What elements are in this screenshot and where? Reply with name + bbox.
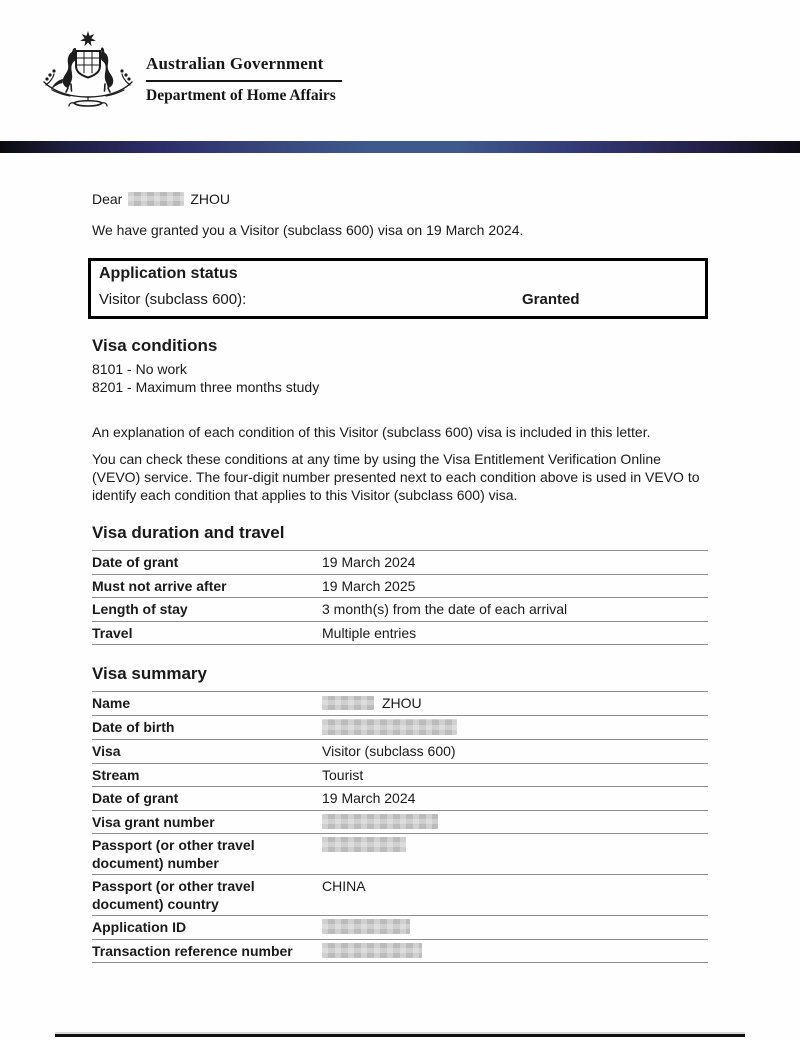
table-row [92, 551, 708, 575]
footer-divider [55, 1034, 745, 1037]
row-value [322, 834, 708, 875]
row-value: Visitor (subclass 600) [322, 743, 456, 759]
condition-8101: 8101 - No work [92, 361, 187, 377]
table-row [92, 875, 708, 916]
redacted-given-name [128, 192, 184, 206]
row-value [322, 939, 708, 963]
row-label: Application ID [92, 919, 187, 935]
row-value: 3 month(s) from the date of each arrival [322, 601, 568, 617]
letter-body [92, 190, 708, 963]
row-label: Travel [92, 624, 133, 641]
visa-duration-title: Visa duration and travel [92, 523, 285, 542]
row-label: Stream [92, 766, 140, 783]
visa-summary-title: Visa summary [92, 664, 207, 683]
vevo-note: You can check these conditions at any time by using the Visa Entitlement Verification Online (VEVO) service. The four-digit number presented next to each condition above is used in VEVO to identify each condition that applies to this Visitor (subclass 600) visa. [92, 451, 700, 503]
row-label: Date of grant [92, 554, 179, 570]
row-label: Name [92, 695, 131, 711]
table-row [92, 810, 708, 834]
table-row [92, 834, 708, 875]
row-value: Multiple entries [322, 624, 417, 641]
application-status-box [88, 258, 708, 319]
table-row [92, 939, 708, 963]
visa-duration-table [92, 550, 708, 645]
table-row [92, 692, 708, 716]
redacted-transaction-reference [322, 943, 422, 958]
table-row [92, 715, 708, 740]
conditions-explanation: An explanation of each condition of this Visitor (subclass 600) visa is included in this letter. [92, 424, 651, 440]
salutation-prefix: Dear [92, 191, 123, 207]
row-label: Must not arrive after [92, 577, 227, 594]
government-title: Australian Government [146, 54, 324, 73]
visa-summary-table [92, 691, 708, 963]
row-value: 19 March 2024 [322, 554, 416, 570]
header-text [146, 54, 406, 105]
visa-type-label: Visitor (subclass 600): [99, 291, 247, 308]
row-label: Passport (or other travel document) number [92, 837, 255, 871]
application-status-title: Application status [99, 265, 238, 282]
row-value [322, 810, 708, 834]
application-status-row [99, 291, 697, 309]
table-row [92, 621, 708, 645]
salutation [92, 190, 708, 208]
row-value: CHINA [322, 878, 366, 894]
row-label: Date of birth [92, 718, 175, 735]
visa-conditions-title: Visa conditions [92, 336, 218, 355]
row-label: Visa grant number [92, 813, 215, 830]
redacted-given-name [322, 696, 374, 710]
redacted-passport-number [322, 837, 406, 852]
row-value: Tourist [322, 766, 364, 783]
row-value: 19 March 2025 [322, 577, 416, 594]
row-label: Length of stay [92, 601, 188, 617]
table-row [92, 763, 708, 787]
table-row [92, 598, 708, 622]
surname-value: ZHOU [382, 695, 422, 711]
table-row [92, 787, 708, 811]
redacted-visa-grant-number [322, 814, 438, 829]
row-value: 19 March 2024 [322, 790, 416, 806]
redacted-date-of-birth [322, 719, 457, 735]
row-value [322, 916, 708, 940]
condition-8201: 8201 - Maximum three months study [92, 379, 320, 395]
grant-intro-paragraph: We have granted you a Visitor (subclass 600) visa on 19 March 2024. [92, 222, 524, 238]
table-row [92, 740, 708, 764]
row-value [322, 715, 708, 740]
table-row [92, 916, 708, 940]
header-gradient-band [0, 141, 800, 153]
row-label: Passport (or other travel document) country [92, 878, 255, 912]
redacted-application-id [322, 919, 410, 934]
salutation-surname: ZHOU [190, 191, 231, 207]
coat-of-arms-icon [38, 30, 138, 120]
row-label: Visa [92, 743, 121, 759]
status-granted-value: Granted [522, 291, 580, 308]
department-title: Department of Home Affairs [146, 87, 336, 104]
row-label: Transaction reference number [92, 942, 293, 959]
row-label: Date of grant [92, 790, 179, 806]
row-value [322, 692, 708, 716]
header-divider [146, 80, 342, 82]
table-row [92, 574, 708, 598]
